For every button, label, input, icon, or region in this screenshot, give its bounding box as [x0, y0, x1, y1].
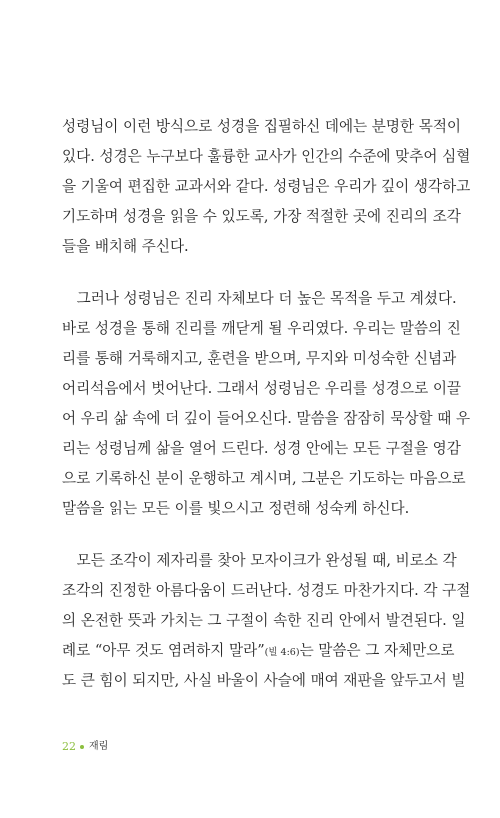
paragraph-line: 성령님이 이런 방식으로 성경을 집필하신 데에는 분명한 목적이 [62, 118, 462, 135]
paragraph-line: 의 온전한 뜻과 가치는 그 구절이 속한 진리 안에서 발견된다. 일 [62, 612, 466, 629]
paragraph-2 [62, 284, 471, 524]
paragraph-line: 바로 성경을 통해 진리를 깨닫게 될 우리였다. 우리는 말씀의 진 [62, 320, 461, 337]
paragraph-line: 그러나 성령님은 진리 자체보다 더 높은 목적을 두고 계셨다. [62, 290, 457, 307]
scripture-reference: (빌 4:6) [264, 647, 300, 658]
paragraph-line: 말씀을 읽는 모든 이를 빛으시고 정련해 성숙케 하신다. [62, 500, 410, 517]
paragraph-line: 리를 통해 거룩해지고, 훈련을 받으며, 무지와 미성숙한 신념과 [62, 350, 457, 367]
running-title: 재림 [89, 741, 109, 752]
paragraph-line: 으로 기록하신 분이 운행하고 계시며, 그분은 기도하는 마음으로 [62, 470, 466, 487]
paragraph-line: 모든 조각이 제자리를 찾아 모자이크가 완성될 때, 비로소 각 [62, 552, 457, 569]
line-text: 는 말씀은 그 자체만으로 [299, 642, 455, 659]
paragraph-line: 어 우리 삶 속에 더 깊이 들어오신다. 말씀을 잠잠히 묵상할 때 우 [62, 410, 471, 427]
paragraph-line: 들을 배치해 주신다. [62, 238, 189, 255]
paragraph-line: 을 기울여 편집한 교과서와 같다. 성령님은 우리가 깊이 생각하고 [62, 178, 471, 195]
paragraph-1 [62, 112, 471, 262]
paragraph-line: 리는 성령님께 삶을 열어 드린다. 성경 안에는 모든 구절을 영감 [62, 440, 461, 457]
paragraph-line-with-reference [62, 636, 455, 666]
paragraph-3 [62, 546, 471, 696]
line-text: 례로 “아무 것도 염려하지 말라” [62, 642, 265, 659]
paragraph-line: 있다. 성경은 누구보다 훌륭한 교사가 인간의 수준에 맞추어 심혈 [62, 148, 471, 165]
paragraph-line: 기도하며 성경을 읽을 수 있도록, 가장 적절한 곳에 진리의 조각 [62, 208, 461, 225]
paragraph-line: 조각의 진정한 아름다움이 드러난다. 성경도 마찬가지다. 각 구절 [62, 582, 471, 599]
page-number: 22 [62, 740, 76, 753]
paragraph-line: 도 큰 힘이 되지만, 사실 바울이 사슬에 매여 재판을 앞두고서 빌 [62, 672, 466, 689]
bullet-dot-icon [80, 745, 84, 749]
paragraph-line: 어리석음에서 벗어난다. 그래서 성령님은 우리를 성경으로 이끌 [62, 380, 462, 397]
page-footer [62, 738, 108, 756]
